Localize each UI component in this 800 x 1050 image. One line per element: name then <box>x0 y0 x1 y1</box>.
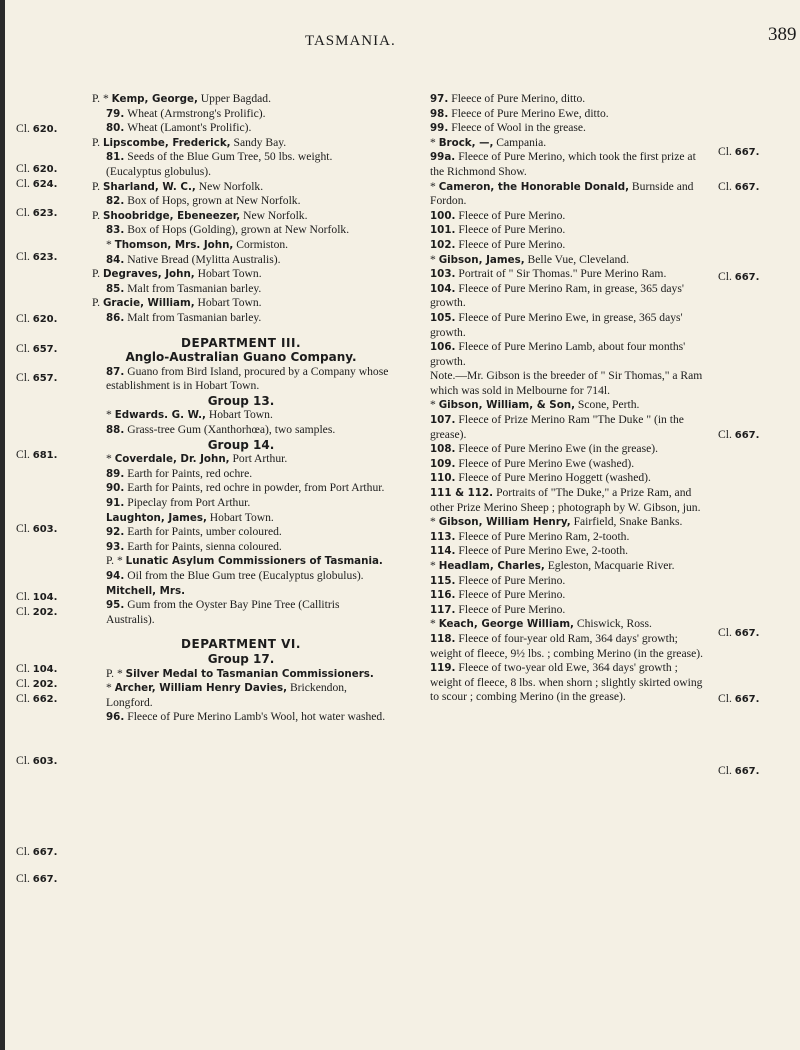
exhibitor-name: Sharland, W. C., <box>102 180 196 193</box>
catalogue-entry <box>92 710 390 725</box>
class-prefix: Cl. <box>16 342 33 355</box>
prefix: * <box>430 179 439 193</box>
binding-edge <box>0 0 5 1050</box>
exhibitor-name: Kemp, George, <box>111 93 198 105</box>
entry-text: Chiswick, Ross. <box>573 617 652 631</box>
class-label <box>16 522 57 535</box>
prefix: * <box>430 515 439 529</box>
entry-number: 99. <box>430 122 449 135</box>
exhibitor-name: Gibson, James, <box>438 253 525 266</box>
catalogue-entry <box>416 442 704 457</box>
class-prefix: Cl. <box>16 845 33 858</box>
prefix: P. * <box>106 666 126 680</box>
entry-text: Hobart Town. <box>194 296 262 310</box>
catalogue-entry <box>416 588 704 603</box>
catalogue-entry <box>92 282 390 297</box>
entry-text: Earth for Paints, red ochre in powder, from Port Arthur. <box>127 481 385 495</box>
catalogue-entry <box>416 515 704 530</box>
class-number: 667. <box>734 147 760 158</box>
catalogue-entry <box>416 617 704 632</box>
catalogue-entry <box>416 121 704 136</box>
class-prefix: Cl. <box>16 692 33 705</box>
group-heading: Group 17. <box>207 651 275 666</box>
catalogue-entry <box>416 574 704 589</box>
entry-number: 87. <box>106 365 125 378</box>
entry-text: Fleece of Prize Merino Ram "The Duke " (in the grease). <box>430 413 684 441</box>
class-label <box>16 448 57 461</box>
class-number: 667. <box>734 628 760 639</box>
exhibitor-name: Keach, George William, <box>438 618 574 631</box>
entry-text: Sandy Bay. <box>230 135 287 149</box>
catalogue-entry <box>416 223 704 238</box>
class-label <box>16 206 57 219</box>
class-label <box>16 754 57 767</box>
class-number: 667. <box>734 766 760 777</box>
catalogue-entry <box>416 340 704 369</box>
prefix: P. <box>92 135 103 149</box>
entry-number: 90. <box>106 482 125 495</box>
class-number: 104. <box>32 592 58 603</box>
catalogue-entry <box>92 452 390 467</box>
exhibitor-name: Coverdale, Dr. John, <box>114 453 230 466</box>
entry-number: 100. <box>430 209 456 222</box>
class-number: 202. <box>32 607 58 618</box>
catalogue-entry <box>416 311 704 340</box>
department-heading: DEPARTMENT VI. <box>181 637 301 652</box>
entry-number: 114. <box>430 545 456 558</box>
catalogue-entry <box>92 554 390 569</box>
exhibitor-name: Headlam, Charles, <box>438 560 545 572</box>
catalogue-entry <box>416 180 704 209</box>
catalogue-entry <box>416 603 704 618</box>
group-heading: Group 13. <box>207 393 275 408</box>
catalogue-entry <box>416 107 704 122</box>
prefix: P. <box>92 267 103 281</box>
class-number: 623. <box>32 208 58 219</box>
class-label <box>16 122 57 135</box>
entry-text: Note.—Mr. Gibson is the breeder of " Sir Thomas," a Ram which was sold in Melbourne for 714l. <box>430 369 703 397</box>
class-prefix: Cl. <box>718 428 735 441</box>
entry-text: Malt from Tasmanian barley. <box>127 281 262 295</box>
catalogue-entry <box>92 238 390 253</box>
entry-text: Pipeclay from Port Arthur. <box>127 496 251 510</box>
class-prefix: Cl. <box>16 590 33 603</box>
catalogue-entry <box>416 457 704 472</box>
entry-number: 118. <box>430 632 456 645</box>
catalogue-entry <box>416 632 704 661</box>
class-label <box>16 342 57 355</box>
prefix: P. <box>92 208 103 222</box>
entry-text: Fleece of Pure Merino. <box>458 602 566 616</box>
class-prefix: Cl. <box>16 662 33 675</box>
entry-text: Port Arthur. <box>229 452 288 466</box>
left-column <box>92 92 390 725</box>
catalogue-entry <box>92 311 390 326</box>
class-label <box>16 250 57 263</box>
entry-number: 119. <box>430 662 456 675</box>
prefix: P. * <box>106 554 126 568</box>
entry-text: Wheat (Armstrong's Prolific). <box>127 106 266 120</box>
entry-number: 117. <box>430 603 456 616</box>
entry-text: Fleece of Pure Merino Ewe, in grease, 365 days' growth. <box>430 310 683 339</box>
entry-number: 85. <box>106 282 125 295</box>
entry-text: Fleece of Pure Merino. <box>458 573 566 587</box>
entry-number: 108. <box>430 443 456 456</box>
catalogue-entry <box>416 530 704 545</box>
class-number: 667. <box>734 430 760 441</box>
class-prefix: Cl. <box>718 764 735 777</box>
class-label <box>16 692 57 705</box>
entry-number: 101. <box>430 224 456 237</box>
class-label <box>718 626 759 639</box>
entry-text: Campania. <box>493 135 547 149</box>
entry-number: 91. <box>106 497 125 510</box>
class-number: 657. <box>32 344 58 355</box>
entry-text: Fleece of Pure Merino Ram, 2-tooth. <box>458 529 630 543</box>
class-number: 624. <box>32 179 58 190</box>
catalogue-entry <box>92 107 390 122</box>
catalogue-entry <box>416 267 704 282</box>
prefix: P. * <box>92 92 112 105</box>
class-label <box>16 605 57 618</box>
catalogue-entry <box>92 121 390 136</box>
class-number: 662. <box>32 694 58 705</box>
class-prefix: Cl. <box>16 371 33 384</box>
entry-text: Fleece of Pure Merino. <box>458 237 566 251</box>
exhibitor-name: Edwards. G. W., <box>114 409 206 422</box>
class-prefix: Cl. <box>16 448 33 461</box>
catalogue-entry <box>416 544 704 559</box>
catalogue-entry <box>92 584 390 599</box>
exhibitor-name: Shoobridge, Ebeneezer, <box>102 209 241 222</box>
entry-text: Egleston, Macquarie River. <box>544 559 675 572</box>
catalogue-entry <box>92 253 390 268</box>
entry-number: 98. <box>430 107 449 120</box>
entry-number: 96. <box>106 711 125 724</box>
class-prefix: Cl. <box>16 605 33 618</box>
catalogue-entry <box>416 369 704 398</box>
class-label <box>16 371 57 384</box>
class-number: 620. <box>32 124 58 135</box>
class-number: 667. <box>734 272 760 283</box>
catalogue-entry <box>92 365 390 394</box>
entry-text: Fleece of Pure Merino. <box>458 223 566 237</box>
entry-text: Earth for Paints, umber coloured. <box>127 525 282 539</box>
exhibitor-name: Archer, William Henry Davies, <box>114 682 288 695</box>
entry-text: Belle Vue, Cleveland. <box>524 252 629 266</box>
class-number: 667. <box>734 694 760 705</box>
entry-number: 79. <box>106 107 125 120</box>
catalogue-entry <box>92 296 390 311</box>
class-number: 667. <box>32 874 58 885</box>
class-prefix: Cl. <box>16 872 33 885</box>
class-label <box>16 312 57 325</box>
entry-text: Fleece of Pure Merino Hoggett (washed). <box>458 471 651 485</box>
exhibitor-name: Brock, —, <box>438 136 494 149</box>
class-prefix: Cl. <box>16 177 33 190</box>
class-number: 104. <box>32 664 58 675</box>
catalogue-entry <box>92 408 390 423</box>
catalogue-entry <box>416 92 704 107</box>
entry-text: Fairfield, Snake Banks. <box>570 515 683 529</box>
group-heading: Group 14. <box>207 437 275 452</box>
class-number: 620. <box>32 164 58 175</box>
catalogue-entry <box>92 180 390 195</box>
page-number: 389 <box>768 24 797 45</box>
class-prefix: Cl. <box>16 206 33 219</box>
class-label <box>16 845 57 858</box>
class-prefix: Cl. <box>16 162 33 175</box>
entry-text: Fleece of Pure Merino Ewe, ditto. <box>451 106 609 120</box>
entry-number: 81. <box>106 151 125 164</box>
catalogue-entry <box>416 209 704 224</box>
catalogue-entry <box>92 267 390 282</box>
exhibitor-name: Silver Medal to Tasmanian Commissioners. <box>125 667 374 680</box>
entry-text: Fleece of Pure Merino, which took the first prize at the Richmond Show. <box>430 150 696 178</box>
entry-text: Scone, Perth. <box>575 398 640 412</box>
entry-text: Fleece of Pure Merino. <box>458 208 566 222</box>
catalogue-entry <box>416 661 704 705</box>
prefix: * <box>430 135 439 149</box>
catalogue-entry <box>92 136 390 151</box>
catalogue-entry <box>416 150 704 179</box>
entry-text: New Norfolk. <box>195 179 264 193</box>
entry-text: Hobart Town. <box>205 408 273 422</box>
right-column <box>416 92 704 705</box>
prefix: P. <box>92 296 103 310</box>
catalogue-entry <box>416 282 704 311</box>
department-heading: DEPARTMENT III. <box>180 335 302 350</box>
catalogue-entry <box>416 471 704 486</box>
prefix: P. <box>92 179 103 193</box>
entry-text: New Norfolk. <box>240 208 308 222</box>
entry-text: Hobart Town. <box>206 510 274 524</box>
catalogue-entry <box>92 467 390 482</box>
entry-text: Fleece of two-year old Ewe, 364 days' growth ; weight of fleece, 8 lbs. when shorn ; slightly skirted owing to scour ; combing Merino (in the grease). <box>430 661 703 704</box>
entry-text: Box of Hops, grown at New Norfolk. <box>127 194 301 208</box>
entry-number: 97. <box>430 93 449 105</box>
exhibitor-name: Lunatic Asylum Commissioners of Tasmania. <box>125 555 383 568</box>
class-prefix: Cl. <box>718 145 735 158</box>
class-label <box>16 177 57 190</box>
class-prefix: Cl. <box>16 122 33 135</box>
entry-text: Grass-tree Gum (Xanthorhœa), two samples. <box>127 423 336 437</box>
entry-number: 92. <box>106 526 125 539</box>
class-label <box>16 662 57 675</box>
class-prefix: Cl. <box>718 180 735 193</box>
catalogue-entry <box>416 398 704 413</box>
entry-text: Portrait of " Sir Thomas." Pure Merino Ram. <box>458 267 667 281</box>
entry-text: Cormiston. <box>233 237 289 251</box>
entry-number: 106. <box>430 341 456 354</box>
catalogue-entry <box>416 486 704 515</box>
prefix: * <box>430 617 439 631</box>
prefix: * <box>430 559 439 572</box>
class-label <box>16 162 57 175</box>
class-label <box>16 590 57 603</box>
exhibitor-name: Laughton, James, <box>106 511 207 524</box>
entry-text: Brickendon, Longford. <box>106 681 347 709</box>
catalogue-entry <box>92 511 390 526</box>
entry-text: Earth for Paints, sienna coloured. <box>127 539 282 553</box>
catalogue-entry <box>416 136 704 151</box>
exhibitor-name: Cameron, the Honorable Donald, <box>438 180 630 193</box>
prefix: * <box>106 452 115 466</box>
entry-number: 89. <box>106 467 125 480</box>
entry-number: 107. <box>430 414 456 427</box>
entry-text: Oil from the Blue Gum tree (Eucalyptus globulus). <box>127 569 364 582</box>
entry-number: 94. <box>106 570 125 582</box>
exhibitor-name: Gibson, William Henry, <box>438 516 571 529</box>
entry-number: 95. <box>106 599 125 612</box>
catalogue-entry <box>92 223 390 238</box>
class-prefix: Cl. <box>16 312 33 325</box>
entry-number: 104. <box>430 282 456 295</box>
class-prefix: Cl. <box>718 270 735 283</box>
catalogue-entry <box>92 681 390 710</box>
class-prefix: Cl. <box>16 677 33 690</box>
catalogue-entry <box>92 598 390 627</box>
entry-number: 105. <box>430 311 456 324</box>
class-number: 667. <box>734 182 760 193</box>
class-prefix: Cl. <box>16 754 33 767</box>
class-label <box>718 764 759 777</box>
class-number: 681. <box>32 450 58 461</box>
entry-text: Guano from Bird Island, procured by a Company whose establishment is in Hobart Town. <box>106 364 389 393</box>
catalogue-entry <box>416 559 704 574</box>
class-label <box>16 872 57 885</box>
entry-number: 113. <box>430 530 456 543</box>
catalogue-entry <box>92 525 390 540</box>
class-label <box>718 270 759 283</box>
entry-number: 83. <box>106 224 125 237</box>
class-prefix: Cl. <box>16 522 33 535</box>
exhibitor-name: Lipscombe, Frederick, <box>102 136 231 149</box>
catalogue-entry <box>416 238 704 253</box>
entry-number: 103. <box>430 268 456 281</box>
class-number: 667. <box>32 847 58 858</box>
class-prefix: Cl. <box>718 692 735 705</box>
class-prefix: Cl. <box>16 250 33 263</box>
class-label <box>718 145 759 158</box>
class-prefix: Cl. <box>718 626 735 639</box>
catalogue-entry <box>92 209 390 224</box>
entry-text: Upper Bagdad. <box>197 92 271 105</box>
entry-text: Earth for Paints, red ochre. <box>127 466 253 480</box>
group-heading: Anglo-Australian Guano Company. <box>125 350 357 365</box>
prefix: * <box>430 252 439 266</box>
entry-text: Hobart Town. <box>194 267 262 281</box>
catalogue-entry <box>92 194 390 209</box>
prefix: * <box>430 398 439 412</box>
entry-text: Fleece of Pure Merino Ewe (washed). <box>458 456 635 470</box>
class-label <box>718 428 759 441</box>
entry-text: Fleece of Wool in the grease. <box>451 121 586 135</box>
running-title: TASMANIA. <box>305 33 396 49</box>
entry-number: 84. <box>106 253 125 266</box>
entry-text: Fleece of Pure Merino, ditto. <box>451 92 586 105</box>
entry-text: Malt from Tasmanian barley. <box>127 310 262 324</box>
page-header <box>0 8 800 48</box>
catalogue-entry <box>92 496 390 511</box>
entry-number: 116. <box>430 589 456 602</box>
entry-text: Fleece of four-year old Ram, 364 days' growth; weight of fleece, 9½ lbs. ; combing Merino (in the grease). <box>430 631 704 660</box>
class-number: 620. <box>32 314 58 325</box>
class-number: 202. <box>32 679 58 690</box>
entry-text: Fleece of Pure Merino Ewe (in the grease). <box>458 442 658 456</box>
class-label <box>16 677 57 690</box>
class-number: 603. <box>32 756 58 767</box>
entry-text: Fleece of Pure Merino Lamb's Wool, hot water washed. <box>127 710 386 724</box>
entry-text: Fleece of Pure Merino Lamb, about four months' growth. <box>430 340 686 368</box>
entry-number: 110. <box>430 472 456 485</box>
class-number: 657. <box>32 373 58 384</box>
catalogue-entry <box>92 540 390 555</box>
catalogue-entry <box>416 253 704 268</box>
entry-text: Fleece of Pure Merino. <box>458 588 566 602</box>
catalogue-entry <box>92 569 390 584</box>
entry-number: 111 & 112. <box>430 487 494 500</box>
exhibitor-name: Gibson, William, & Son, <box>438 399 576 412</box>
catalogue-entry <box>92 92 390 107</box>
catalogue-entry <box>416 413 704 442</box>
entry-number: 102. <box>430 238 456 251</box>
entry-number: 109. <box>430 457 456 470</box>
prefix: * <box>106 681 115 695</box>
entry-text: Fleece of Pure Merino Ram, in grease, 365 days' growth. <box>430 281 684 310</box>
exhibitor-name: Gracie, William, <box>102 297 195 310</box>
entry-text: Portraits of "The Duke," a Prize Ram, and other Prize Merino Sheep ; photograph by W. Gibson, jun. <box>430 486 701 514</box>
entry-number: 115. <box>430 574 456 587</box>
entry-text: Gum from the Oyster Bay Pine Tree (Callitris Australis). <box>106 598 340 626</box>
catalogue-entry <box>92 481 390 496</box>
entry-text: Box of Hops (Golding), grown at New Norfolk. <box>127 223 350 237</box>
catalogue-entry <box>92 423 390 438</box>
exhibitor-name: Mitchell, Mrs. <box>106 584 186 597</box>
entry-number: 80. <box>106 122 125 135</box>
entry-text: Native Bread (Mylitta Australis). <box>127 252 281 266</box>
entry-text: Wheat (Lamont's Prolific). <box>127 121 252 135</box>
entry-number: 86. <box>106 311 125 324</box>
catalogue-entry <box>92 667 390 682</box>
class-number: 603. <box>32 524 58 535</box>
class-number: 623. <box>32 252 58 263</box>
entry-text: Seeds of the Blue Gum Tree, 50 lbs. weight. (Eucalyptus globulus). <box>106 150 333 178</box>
entry-number: 82. <box>106 195 125 208</box>
class-label <box>718 180 759 193</box>
entry-number: 99a. <box>430 151 456 164</box>
entry-number: 93. <box>106 540 125 553</box>
entry-text: Fleece of Pure Merino Ewe, 2-tooth. <box>458 544 629 558</box>
entry-text: Burnside and Fordon. <box>430 179 694 208</box>
class-label <box>718 692 759 705</box>
exhibitor-name: Degraves, John, <box>102 268 195 281</box>
catalogue-entry <box>92 150 390 179</box>
prefix: * <box>106 408 115 422</box>
exhibitor-name: Thomson, Mrs. John, <box>114 238 234 251</box>
prefix: * <box>106 237 115 251</box>
entry-number: 88. <box>106 424 125 437</box>
